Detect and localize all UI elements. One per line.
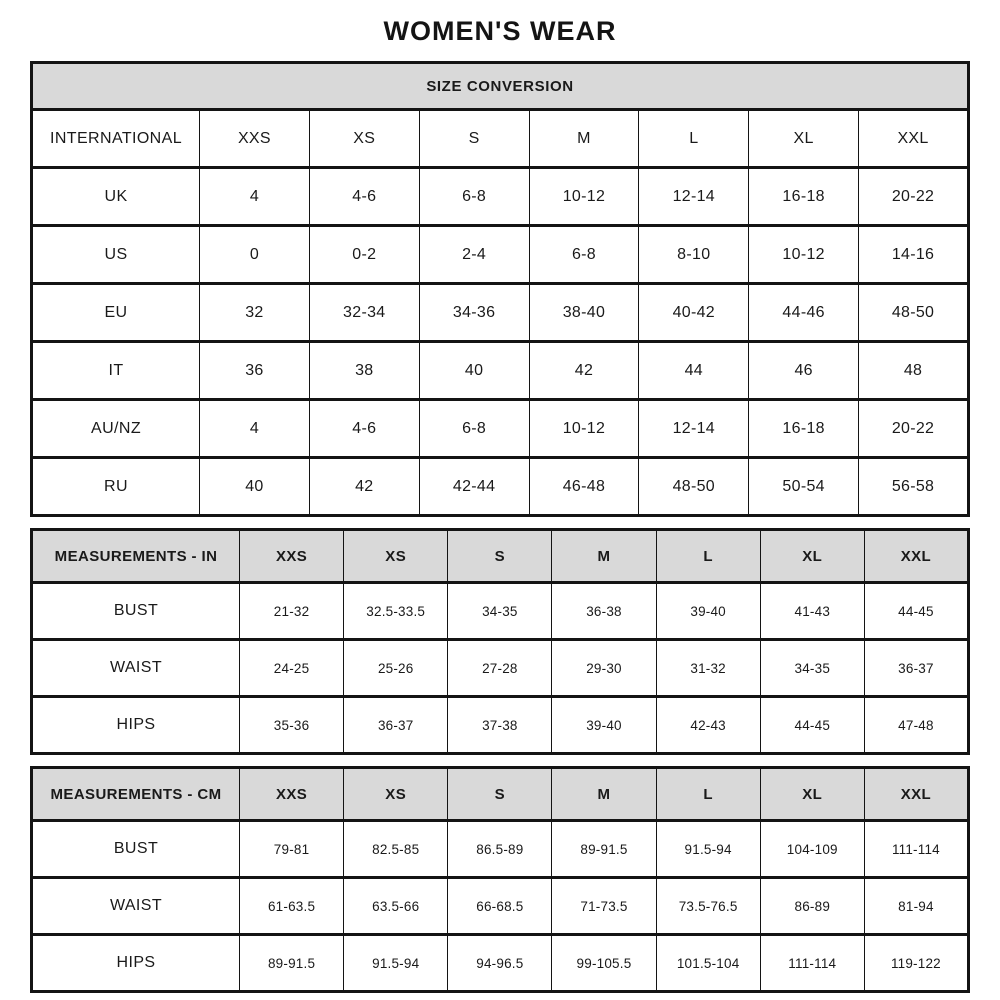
- size-value-cell: 44-46: [749, 284, 859, 342]
- size-value-cell: 2-4: [419, 226, 529, 284]
- size-value-cell: 40: [200, 458, 310, 516]
- column-header-size: XS: [344, 768, 448, 821]
- measurement-value-cell: 82.5-85: [344, 821, 448, 878]
- size-value-cell: 20-22: [859, 168, 969, 226]
- table-row: [32, 284, 969, 342]
- size-value-cell: 38-40: [529, 284, 639, 342]
- measurement-value-cell: 86.5-89: [448, 821, 552, 878]
- table-gap: [30, 517, 970, 528]
- column-header-size: XL: [749, 110, 859, 168]
- measurement-value-cell: 91.5-94: [656, 821, 760, 878]
- size-value-cell: 4-6: [309, 400, 419, 458]
- row-label-cell: BUST: [32, 583, 240, 640]
- size-value-cell: 6-8: [419, 168, 529, 226]
- table-gap: [30, 755, 970, 766]
- table-row: [32, 821, 969, 878]
- measurement-value-cell: 36-37: [344, 697, 448, 754]
- measurement-value-cell: 99-105.5: [552, 935, 656, 992]
- size-value-cell: 10-12: [529, 168, 639, 226]
- size-conversion-header-cell: SIZE CONVERSION: [32, 63, 969, 110]
- table-row: [32, 530, 969, 583]
- row-label-cell: WAIST: [32, 640, 240, 697]
- column-header-international: INTERNATIONAL: [32, 110, 200, 168]
- table-row: [32, 226, 969, 284]
- size-value-cell: 4: [200, 168, 310, 226]
- size-value-cell: 56-58: [859, 458, 969, 516]
- measurement-value-cell: 63.5-66: [344, 878, 448, 935]
- measurement-value-cell: 91.5-94: [344, 935, 448, 992]
- column-header-size: XXL: [864, 768, 968, 821]
- size-conversion-body: [32, 63, 969, 516]
- size-value-cell: 46: [749, 342, 859, 400]
- size-value-cell: 40-42: [639, 284, 749, 342]
- column-header-size: XXL: [864, 530, 968, 583]
- table-row: [32, 400, 969, 458]
- measurement-value-cell: 39-40: [656, 583, 760, 640]
- table-row: [32, 168, 969, 226]
- row-label-cell: US: [32, 226, 200, 284]
- size-value-cell: 0: [200, 226, 310, 284]
- size-value-cell: 42: [309, 458, 419, 516]
- column-header-size: M: [529, 110, 639, 168]
- measurement-value-cell: 41-43: [760, 583, 864, 640]
- table-row: [32, 342, 969, 400]
- column-header-size: XS: [309, 110, 419, 168]
- measurement-value-cell: 47-48: [864, 697, 968, 754]
- column-header-size: L: [656, 768, 760, 821]
- measurements-in-table: [30, 528, 970, 755]
- measurement-value-cell: 34-35: [760, 640, 864, 697]
- measurement-value-cell: 44-45: [864, 583, 968, 640]
- size-value-cell: 12-14: [639, 168, 749, 226]
- size-value-cell: 6-8: [529, 226, 639, 284]
- size-value-cell: 16-18: [749, 168, 859, 226]
- measurement-value-cell: 36-37: [864, 640, 968, 697]
- column-header-size: XXL: [859, 110, 969, 168]
- measurement-value-cell: 37-38: [448, 697, 552, 754]
- measurements-header-cell: MEASUREMENTS - IN: [32, 530, 240, 583]
- size-value-cell: 10-12: [529, 400, 639, 458]
- measurements-cm-table: [30, 766, 970, 993]
- measurement-value-cell: 94-96.5: [448, 935, 552, 992]
- row-label-cell: UK: [32, 168, 200, 226]
- size-value-cell: 10-12: [749, 226, 859, 284]
- size-value-cell: 38: [309, 342, 419, 400]
- size-value-cell: 32: [200, 284, 310, 342]
- size-value-cell: 6-8: [419, 400, 529, 458]
- column-header-size: XL: [760, 768, 864, 821]
- size-value-cell: 12-14: [639, 400, 749, 458]
- measurement-value-cell: 34-35: [448, 583, 552, 640]
- column-header-size: S: [448, 768, 552, 821]
- size-value-cell: 42: [529, 342, 639, 400]
- table-row: [32, 458, 969, 516]
- measurement-value-cell: 89-91.5: [240, 935, 344, 992]
- column-header-size: XS: [344, 530, 448, 583]
- column-header-size: XXS: [240, 768, 344, 821]
- measurement-value-cell: 73.5-76.5: [656, 878, 760, 935]
- measurement-value-cell: 24-25: [240, 640, 344, 697]
- column-header-size: M: [552, 530, 656, 583]
- size-value-cell: 42-44: [419, 458, 529, 516]
- table-row: [32, 935, 969, 992]
- size-value-cell: 34-36: [419, 284, 529, 342]
- column-header-size: M: [552, 768, 656, 821]
- page-title: WOMEN'S WEAR: [383, 16, 617, 46]
- size-value-cell: 46-48: [529, 458, 639, 516]
- measurement-value-cell: 79-81: [240, 821, 344, 878]
- size-value-cell: 48-50: [639, 458, 749, 516]
- size-value-cell: 4: [200, 400, 310, 458]
- size-value-cell: 36: [200, 342, 310, 400]
- measurement-value-cell: 31-32: [656, 640, 760, 697]
- measurement-value-cell: 32.5-33.5: [344, 583, 448, 640]
- size-value-cell: 4-6: [309, 168, 419, 226]
- measurement-value-cell: 81-94: [864, 878, 968, 935]
- size-value-cell: 16-18: [749, 400, 859, 458]
- table-row: [32, 63, 969, 110]
- size-value-cell: 40: [419, 342, 529, 400]
- row-label-cell: IT: [32, 342, 200, 400]
- measurements-in-body: [32, 530, 969, 754]
- row-label-cell: HIPS: [32, 935, 240, 992]
- table-row: [32, 878, 969, 935]
- size-value-cell: 48-50: [859, 284, 969, 342]
- row-label-cell: RU: [32, 458, 200, 516]
- measurement-value-cell: 71-73.5: [552, 878, 656, 935]
- measurement-value-cell: 66-68.5: [448, 878, 552, 935]
- row-label-cell: EU: [32, 284, 200, 342]
- measurement-value-cell: 104-109: [760, 821, 864, 878]
- measurement-value-cell: 101.5-104: [656, 935, 760, 992]
- size-conversion-table: [30, 61, 970, 517]
- column-header-size: S: [419, 110, 529, 168]
- measurement-value-cell: 89-91.5: [552, 821, 656, 878]
- measurements-header-cell: MEASUREMENTS - CM: [32, 768, 240, 821]
- table-row: [32, 110, 969, 168]
- row-label-cell: HIPS: [32, 697, 240, 754]
- size-value-cell: 14-16: [859, 226, 969, 284]
- table-row: [32, 640, 969, 697]
- size-value-cell: 20-22: [859, 400, 969, 458]
- measurement-value-cell: 86-89: [760, 878, 864, 935]
- column-header-size: XXS: [240, 530, 344, 583]
- measurement-value-cell: 44-45: [760, 697, 864, 754]
- row-label-cell: BUST: [32, 821, 240, 878]
- table-row: [32, 768, 969, 821]
- measurement-value-cell: 119-122: [864, 935, 968, 992]
- column-header-size: XL: [760, 530, 864, 583]
- size-value-cell: 50-54: [749, 458, 859, 516]
- measurement-value-cell: 61-63.5: [240, 878, 344, 935]
- measurement-value-cell: 36-38: [552, 583, 656, 640]
- column-header-size: L: [639, 110, 749, 168]
- column-header-size: S: [448, 530, 552, 583]
- measurement-value-cell: 42-43: [656, 697, 760, 754]
- size-value-cell: 32-34: [309, 284, 419, 342]
- measurement-value-cell: 111-114: [760, 935, 864, 992]
- measurement-value-cell: 111-114: [864, 821, 968, 878]
- measurement-value-cell: 21-32: [240, 583, 344, 640]
- size-value-cell: 8-10: [639, 226, 749, 284]
- measurements-cm-body: [32, 768, 969, 992]
- measurement-value-cell: 35-36: [240, 697, 344, 754]
- column-header-size: L: [656, 530, 760, 583]
- size-value-cell: 48: [859, 342, 969, 400]
- row-label-cell: AU/NZ: [32, 400, 200, 458]
- size-value-cell: 0-2: [309, 226, 419, 284]
- table-row: [32, 697, 969, 754]
- size-value-cell: 44: [639, 342, 749, 400]
- measurement-value-cell: 25-26: [344, 640, 448, 697]
- measurement-value-cell: 39-40: [552, 697, 656, 754]
- row-label-cell: WAIST: [32, 878, 240, 935]
- column-header-size: XXS: [200, 110, 310, 168]
- measurement-value-cell: 29-30: [552, 640, 656, 697]
- measurement-value-cell: 27-28: [448, 640, 552, 697]
- table-row: [32, 583, 969, 640]
